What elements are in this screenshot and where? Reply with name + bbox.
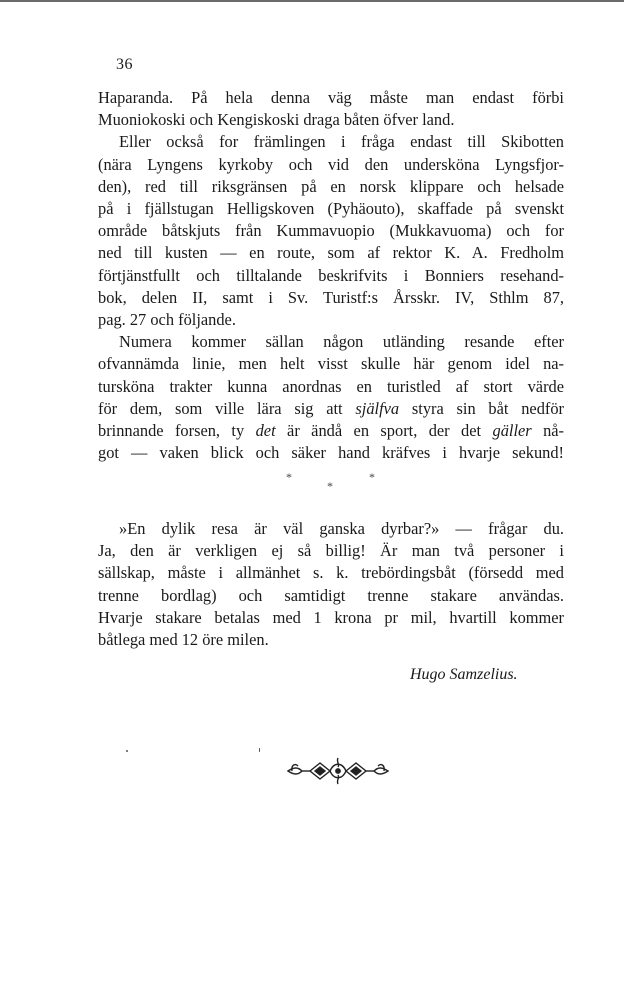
separator-asterisk: * [286,470,292,484]
text-line: sällskap, måste i allmänhet s. k. trebördingsbåt (försedd med [98,563,564,583]
text-run: är ändå en sport, der det [275,421,493,441]
separator-asterisk: * [327,479,333,493]
page-top-edge [0,0,624,2]
text-line: ned till kusten — en route, som af rektor K. A. Fredholm [98,243,564,263]
text-line: den), red till riksgränsen på en norsk klippare och helsade [98,176,564,196]
author-signature: Hugo Samzelius. [410,666,518,683]
text-line [98,420,564,442]
text-section-2 [98,518,564,651]
text-line: »En dylik resa är väl ganska dyrbar?» — frågar du. [119,519,564,538]
text-line: Haparanda. På hela denna väg måste man endast förbi [98,88,564,107]
italic-word: gäller [492,421,532,441]
text-line: förtjänstfullt och tilltalande beskrifvits i Bonniers resehand- [98,265,564,285]
text-run: nå- [531,421,564,441]
text-line: got — vaken blick och säker hand kräfves i hvarje sekund! [98,443,564,463]
text-line: område båtskjuts från Kummavuopio (Mukkavuoma) och for [98,221,564,241]
text-line: trenne bordlag) och samtidigt trenne stakare användas. [98,585,564,605]
text-line: Hvarje stakare betalas med 1 krona pr mil, hvartill kommer [98,607,564,627]
text-line: Ja, den är verkligen ej så billig! Är man två personer i [98,541,564,561]
text-line: pag. 27 och följande. [98,310,236,330]
text-line: bok, delen II, samt i Sv. Turistf:s Årsskr. IV, Sthlm 87, [98,287,564,307]
text-line: Numera kommer sällan någon utländing resande efter [119,332,564,352]
section-separator [0,470,624,494]
print-speck [126,750,128,752]
text-line: Eller också for främlingen i fråga endast till Skibotten [119,132,564,152]
text-line: tursköna trakter kunna anordnas en turistled af stort värde [98,376,564,396]
paragraph-1 [98,87,564,131]
italic-word: själfva [355,398,400,418]
text-run: för dem, som ville lära sig att [98,398,356,418]
text-line: båtlega med 12 öre milen. [98,630,269,650]
paragraph-2 [98,131,564,331]
text-section-1 [98,87,564,464]
separator-asterisk: * [369,470,375,484]
text-run: styra sin båt nedför [399,398,565,418]
text-line: Muoniokoski och Kengiskoski draga båten öfver land. [98,110,455,130]
print-speck [259,748,260,752]
text-line: (nära Lyngens kyrkoby och vid den undersköna Lyngsfjor- [98,154,564,174]
page-number: 36 [116,56,133,73]
decorative-vignette-icon [286,754,390,788]
text-run: brinnande forsen, ty [98,421,256,441]
text-line [98,398,564,420]
paragraph-3 [98,331,564,464]
text-line: på i fjällstugan Helligskoven (Pyhäouto), skaffade på svenskt [98,199,564,219]
paragraph-4 [98,518,564,651]
italic-word: det [255,421,276,441]
text-line: ofvannämda linie, men helt visst skulle här genom idel na- [98,354,564,374]
